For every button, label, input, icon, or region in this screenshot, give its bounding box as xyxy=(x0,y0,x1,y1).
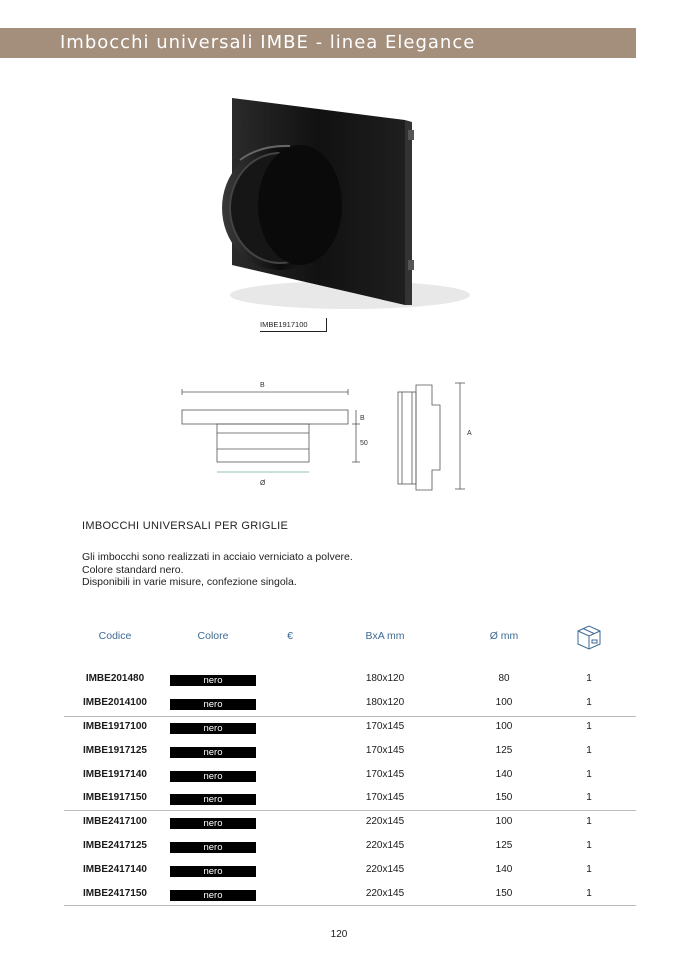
description-line: Gli imbocchi sono realizzati in acciaio verniciato a polvere. xyxy=(82,551,353,563)
quantity-value: 1 xyxy=(586,745,592,756)
quantity-value: 1 xyxy=(586,697,592,708)
diameter-value: 140 xyxy=(495,864,513,875)
column-header-price: € xyxy=(287,630,293,642)
color-swatch: nero xyxy=(170,842,256,853)
product-code: IMBE2417150 xyxy=(83,888,147,899)
table-row xyxy=(0,766,678,786)
page-title: Imbocchi universali IMBE - linea Elegance xyxy=(0,28,636,58)
photo-reference-label: IMBE1917100 xyxy=(260,320,326,332)
product-description xyxy=(82,551,353,589)
diameter-value: 100 xyxy=(495,697,513,708)
quantity-value: 1 xyxy=(586,721,592,732)
size-value: 220x145 xyxy=(365,816,405,827)
product-code: IMBE201480 xyxy=(85,673,145,684)
color-swatch: nero xyxy=(170,818,256,829)
column-header-diameter: Ø mm xyxy=(489,630,519,642)
quantity-value: 1 xyxy=(586,792,592,803)
size-value: 220x145 xyxy=(365,888,405,899)
dim-b-top: B xyxy=(260,382,265,389)
color-swatch: nero xyxy=(170,675,256,686)
diameter-value: 140 xyxy=(495,769,513,780)
package-box-icon xyxy=(576,624,602,650)
quantity-value: 1 xyxy=(586,840,592,851)
size-value: 170x145 xyxy=(365,721,405,732)
table-bottom-rule xyxy=(64,905,636,906)
table-row xyxy=(0,718,678,738)
table-row xyxy=(0,789,678,809)
color-swatch: nero xyxy=(170,866,256,877)
quantity-value: 1 xyxy=(586,816,592,827)
product-code: IMBE2417100 xyxy=(83,816,147,827)
page-number: 120 xyxy=(330,929,348,940)
product-code: IMBE2417140 xyxy=(83,864,147,875)
product-code: IMBE1917140 xyxy=(83,769,147,780)
size-value: 180x120 xyxy=(365,697,405,708)
quantity-value: 1 xyxy=(586,864,592,875)
color-swatch: nero xyxy=(170,747,256,758)
table-row xyxy=(0,670,678,690)
technical-drawing xyxy=(170,375,480,495)
table-row xyxy=(0,861,678,881)
color-swatch: nero xyxy=(170,794,256,805)
diameter-value: 80 xyxy=(498,673,510,684)
diameter-value: 150 xyxy=(495,888,513,899)
quantity-value: 1 xyxy=(586,888,592,899)
color-swatch: nero xyxy=(170,890,256,901)
table-row xyxy=(0,885,678,905)
product-code: IMBE1917150 xyxy=(83,792,147,803)
column-header-code: Codice xyxy=(98,630,132,642)
product-code: IMBE2417125 xyxy=(83,840,147,851)
description-line: Colore standard nero. xyxy=(82,563,184,576)
product-code: IMBE1917100 xyxy=(83,721,147,732)
reference-tick xyxy=(326,318,327,332)
color-swatch: nero xyxy=(170,771,256,782)
description-line: Disponibili in varie misure, confezione singola. xyxy=(82,576,297,588)
product-photo xyxy=(200,90,480,335)
group-separator xyxy=(64,810,636,811)
size-value: 220x145 xyxy=(365,864,405,875)
product-code: IMBE1917125 xyxy=(83,745,147,756)
size-value: 170x145 xyxy=(365,745,405,756)
diameter-value: 100 xyxy=(495,721,513,732)
table-row xyxy=(0,837,678,857)
product-code: IMBE2014100 xyxy=(83,697,147,708)
column-header-size: BxA mm xyxy=(365,630,405,642)
diameter-value: 100 xyxy=(495,816,513,827)
size-value: 180x120 xyxy=(365,673,405,684)
group-separator xyxy=(64,716,636,717)
section-heading: IMBOCCHI UNIVERSALI PER GRIGLIE xyxy=(82,520,289,532)
diameter-value: 125 xyxy=(495,745,513,756)
dim-diameter: Ø xyxy=(260,480,266,487)
quantity-value: 1 xyxy=(586,769,592,780)
table-row xyxy=(0,813,678,833)
dim-b-side: B xyxy=(360,415,365,422)
dim-a: A xyxy=(467,430,472,437)
size-value: 170x145 xyxy=(365,769,405,780)
color-swatch: nero xyxy=(170,699,256,710)
quantity-value: 1 xyxy=(586,673,592,684)
column-header-color: Colore xyxy=(197,630,229,642)
diameter-value: 125 xyxy=(495,840,513,851)
size-value: 170x145 xyxy=(365,792,405,803)
diameter-value: 150 xyxy=(495,792,513,803)
color-swatch: nero xyxy=(170,723,256,734)
size-value: 220x145 xyxy=(365,840,405,851)
table-row xyxy=(0,742,678,762)
dim-50: 50 xyxy=(360,440,368,447)
table-row xyxy=(0,694,678,714)
